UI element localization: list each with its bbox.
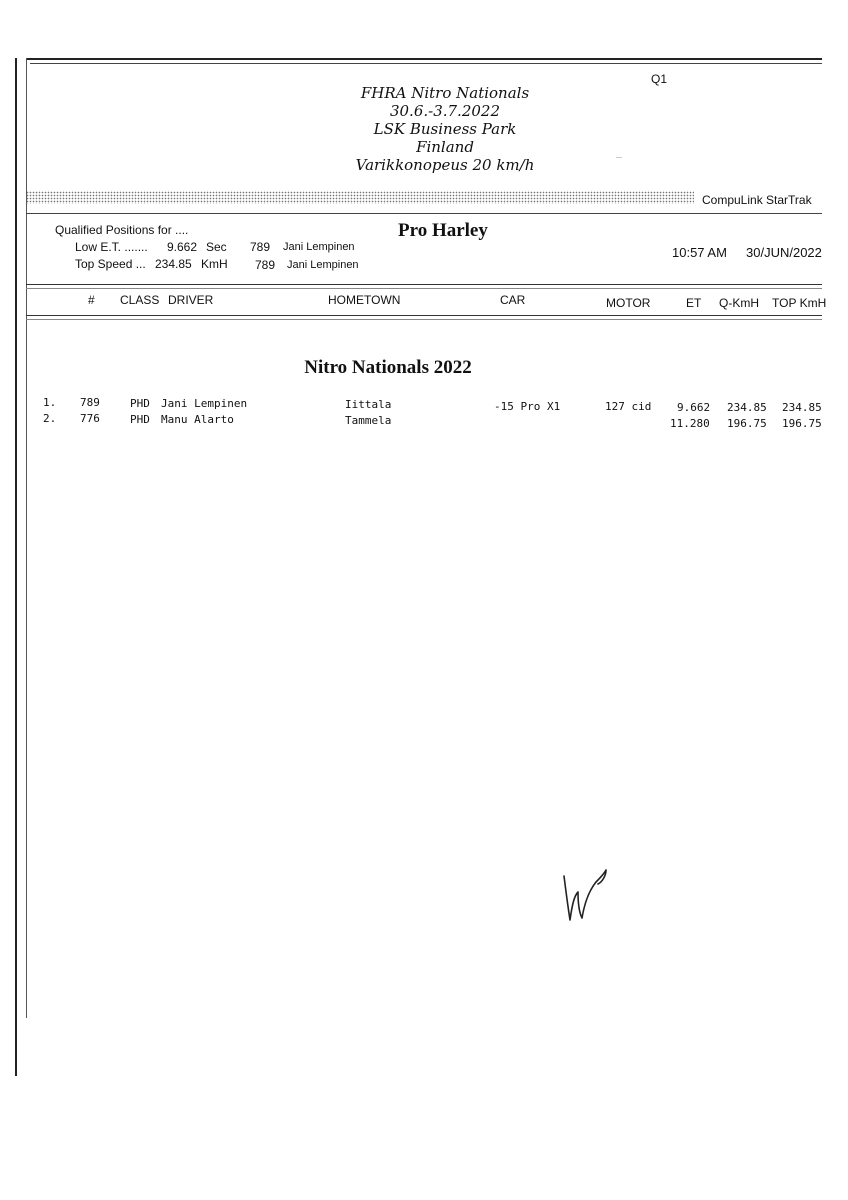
low-et-driver: Jani Lempinen — [283, 241, 355, 253]
top-speed-number: 789 — [255, 258, 276, 272]
row1-car: -15 Pro X1 — [494, 400, 561, 413]
row2-hometown: Tammela — [345, 414, 392, 427]
low-et-value: 9.662 — [167, 240, 198, 254]
col-q-kmh: Q-KmH — [719, 296, 759, 310]
row1-motor: 127 cid — [605, 400, 652, 413]
top-speed-value: 234.85 — [155, 257, 192, 271]
col-driver: DRIVER — [168, 293, 214, 307]
event-country: Finland — [416, 138, 474, 156]
row1-class: PHD — [130, 397, 150, 410]
col-class: CLASS — [120, 293, 160, 307]
row2-et: 11.280 — [670, 417, 710, 430]
row1-hometown: Iittala — [345, 398, 392, 411]
low-et-number: 789 — [250, 240, 271, 254]
signature — [556, 862, 616, 932]
frame-top-line — [26, 58, 822, 60]
row2-number: 776 — [80, 412, 100, 425]
event-pit-speed: Varikkonopeus 20 km/h — [355, 156, 535, 174]
session-label: Q1 — [651, 72, 668, 86]
col-car: CAR — [500, 293, 526, 307]
top-speed-unit: KmH — [201, 257, 228, 271]
row2-top-kmh: 196.75 — [782, 417, 822, 430]
row1-number: 789 — [80, 396, 100, 409]
qualified-title: Qualified Positions for .... — [55, 223, 189, 237]
frame-left-line — [15, 58, 17, 1076]
row1-top-kmh: 234.85 — [782, 401, 822, 414]
row2-q-kmh: 196.75 — [727, 417, 767, 430]
row2-position: 2. — [43, 412, 57, 425]
report-time: 10:57 AM — [672, 245, 727, 260]
event-header — [340, 84, 550, 174]
scan-artifact — [616, 157, 622, 158]
frame-top-line-inner — [30, 63, 822, 64]
rule-above-columns-inner — [26, 288, 822, 289]
low-et-unit: Sec — [206, 240, 227, 254]
row2-driver: Manu Alarto — [161, 413, 234, 426]
event-dates: 30.6.-3.7.2022 — [389, 102, 501, 120]
col-hometown: HOMETOWN — [328, 293, 401, 307]
low-et-label: Low E.T. ....... — [75, 240, 148, 254]
row2-class: PHD — [130, 413, 150, 426]
col-motor: MOTOR — [606, 296, 651, 310]
report-date: 30/JUN/2022 — [746, 245, 822, 260]
rule-above-columns — [26, 284, 822, 285]
col-number: # — [88, 293, 95, 307]
software-label: CompuLink StarTrak — [702, 193, 812, 207]
event-venue: LSK Business Park — [373, 120, 517, 138]
rule-below-columns — [26, 315, 822, 316]
row1-position: 1. — [43, 396, 57, 409]
row1-et: 9.662 — [677, 401, 711, 414]
dotted-separator — [26, 191, 694, 204]
col-et: ET — [686, 296, 702, 310]
section-title: Nitro Nationals 2022 — [304, 357, 472, 378]
col-top-kmh: TOP KmH — [772, 296, 827, 310]
top-speed-label: Top Speed ... — [75, 257, 146, 271]
row1-q-kmh: 234.85 — [727, 401, 767, 414]
top-speed-driver: Jani Lempinen — [287, 259, 359, 271]
row1-driver: Jani Lempinen — [161, 397, 248, 410]
rule-below-columns-inner — [26, 319, 822, 320]
event-name: FHRA Nitro Nationals — [360, 84, 530, 102]
rule-after-band — [26, 213, 822, 214]
class-title: Pro Harley — [398, 220, 488, 241]
